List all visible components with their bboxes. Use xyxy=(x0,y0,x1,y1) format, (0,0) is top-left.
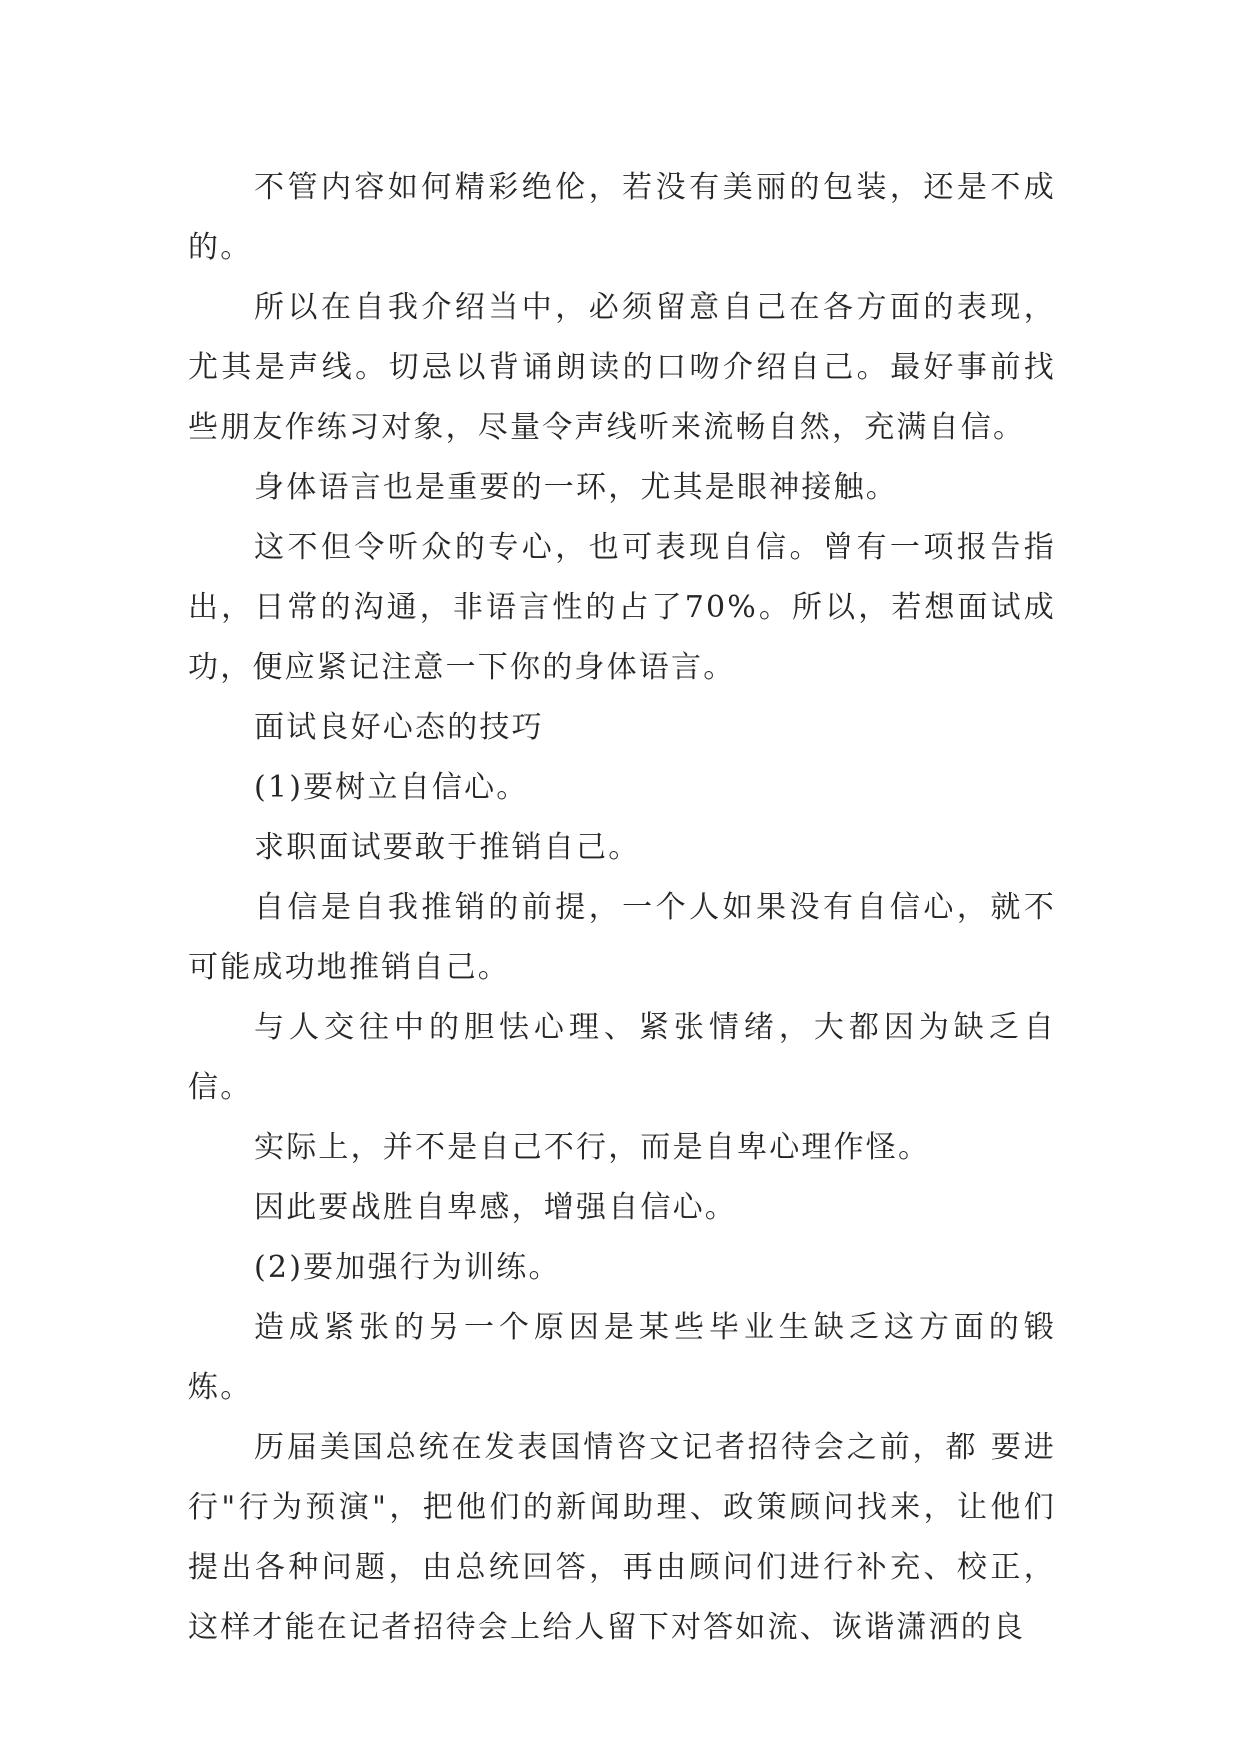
paragraph: 这不但令听众的专心，也可表现自信。曾有一项报告指出，日常的沟通，非语言性的占了70%。所以，若想面试成功，便应紧记注意一下你的身体语言。 xyxy=(188,530,1056,685)
paragraph: 与人交往中的胆怯心理、紧张情绪，大都因为缺乏自信。 xyxy=(188,1010,1056,1105)
numbered-point: (1)要树立自信心。 xyxy=(254,770,529,805)
paragraph: 自信是自我推销的前提，一个人如果没有自信心，就不可能成功地推销自己。 xyxy=(188,890,1056,985)
paragraph: 求职面试要敢于推销自己。 xyxy=(254,830,641,865)
paragraph: 因此要战胜自卑感，增强自信心。 xyxy=(254,1190,737,1225)
paragraph: 历届美国总统在发表国情咨文记者招待会之前，都 要进行"行为预演"，把他们的新闻助理、政策顾问找来，让他们提出各种问题，由总统回答，再由顾问们进行补充、校正，这样才能在记者招待会上给人留下对答如流、诙谐潇洒的良 xyxy=(188,1430,1056,1645)
section-heading: 面试良好心态的技巧 xyxy=(254,710,544,745)
paragraph: 所以在自我介绍当中，必须留意自己在各方面的表现，尤其是声线。切忌以背诵朗读的口吻介绍自己。最好事前找些朋友作练习对象，尽量令声线听来流畅自然，充满自信。 xyxy=(188,290,1056,445)
paragraph: 造成紧张的另一个原因是某些毕业生缺乏这方面的锻炼。 xyxy=(188,1310,1056,1405)
numbered-point: (2)要加强行为训练。 xyxy=(254,1250,561,1285)
paragraph: 身体语言也是重要的一环，尤其是眼神接触。 xyxy=(254,470,898,505)
document-body xyxy=(188,158,1056,1658)
paragraph: 不管内容如何精彩绝伦，若没有美丽的包装，还是不成的。 xyxy=(188,170,1056,265)
paragraph: 实际上，并不是自己不行，而是自卑心理作怪。 xyxy=(254,1130,931,1165)
